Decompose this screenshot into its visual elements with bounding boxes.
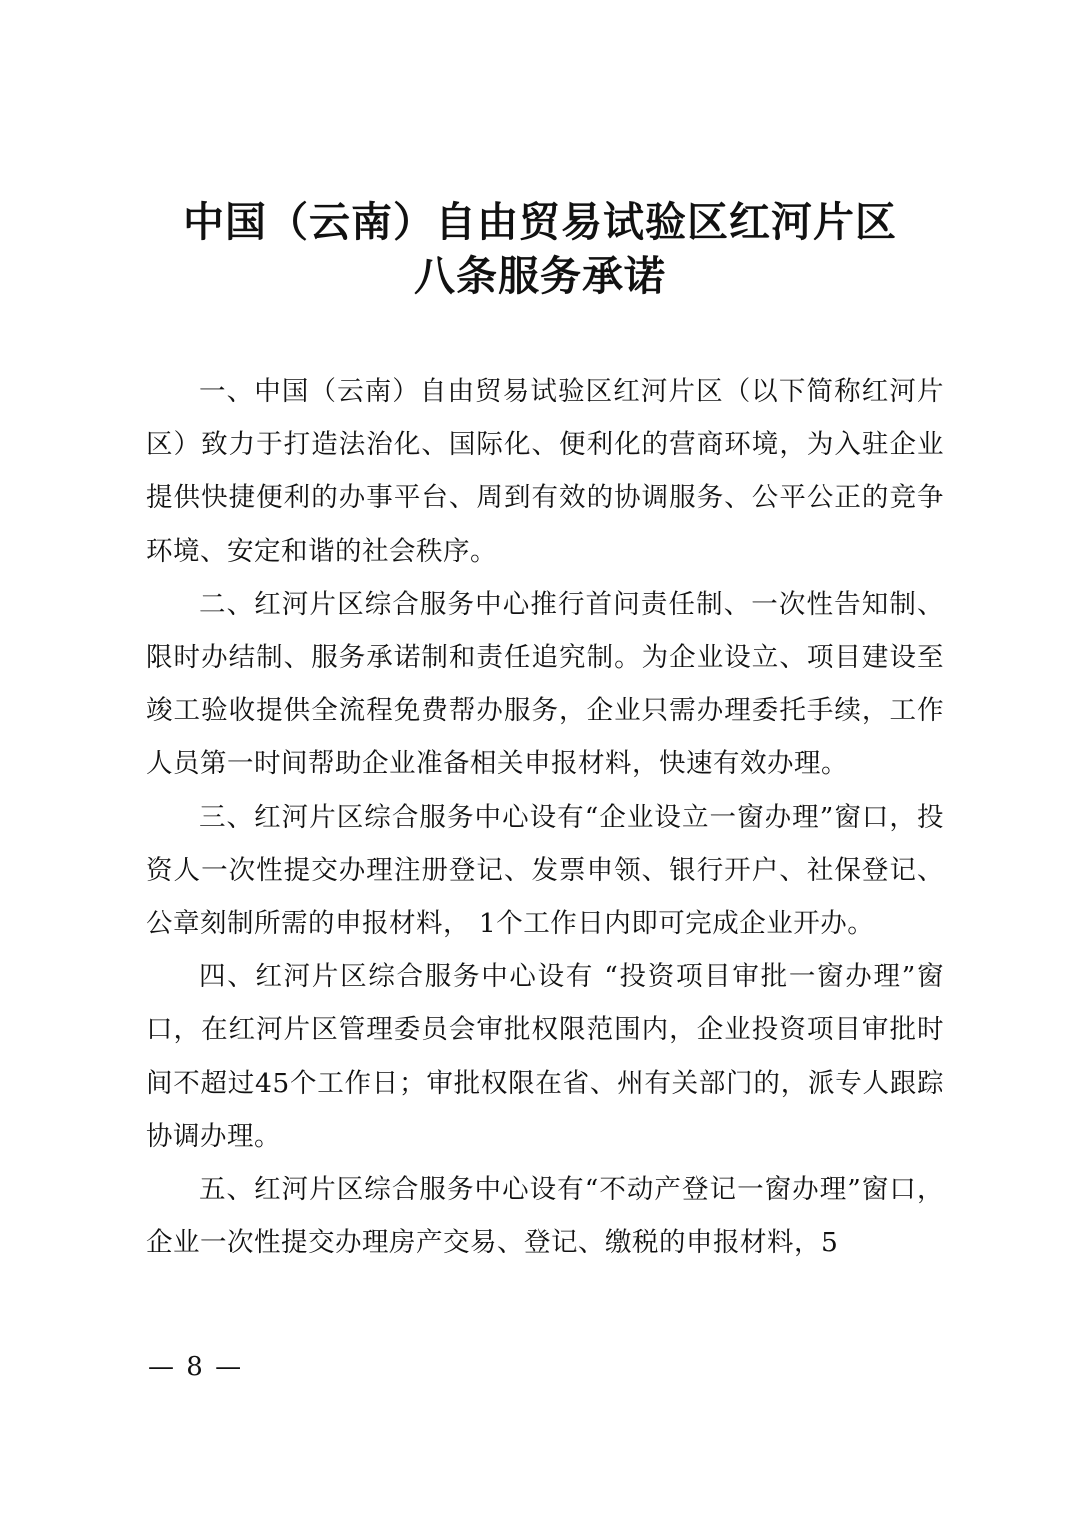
document-title-line-1: 中国（云南）自由贸易试验区红河片区 bbox=[183, 198, 897, 246]
paragraph-1: 一、中国（云南）自由贸易试验区红河片区（以下简称红河片区）致力于打造法治化、国际化、便利化的营商环境，为入驻企业提供快捷便利的办事平台、周到有效的协调服务、公平公正的竞争环境、安定和谐的社会秩序。 bbox=[146, 376, 944, 567]
paragraph-2: 二、红河片区综合服务中心推行首问责任制、一次性告知制、限时办结制、服务承诺制和责任追究制。为企业设立、项目建设至竣工验收提供全流程免费帮办服务，企业只需办理委托手续，工作人员第一时间帮助企业准备相关申报材料，快速有效办理。 bbox=[146, 588, 944, 780]
document-title-line-2: 八条服务承诺 bbox=[414, 252, 666, 300]
paragraph-4: 四、红河片区综合服务中心设有 “投资项目审批一窗办理”窗口，在红河片区管理委员会审批权限范围内，企业投资项目审批时间不超过45个工作日；审批权限在省、州有关部门的，派专人跟踪协调办理。 bbox=[146, 961, 944, 1152]
document-body bbox=[146, 365, 944, 1269]
paragraph-3: 三、红河片区综合服务中心设有“企业设立一窗办理”窗口，投资人一次性提交办理注册登记、发票申领、银行开户、社保登记、公章刻制所需的申报材料， 1个工作日内即可完成企业开办。 bbox=[146, 801, 944, 940]
paragraph-5: 五、红河片区综合服务中心设有“不动产登记一窗办理”窗口，企业一次性提交办理房产交易、登记、缴税的申报材料，5 bbox=[146, 1174, 944, 1259]
page-number: — 8 — bbox=[148, 1352, 244, 1382]
